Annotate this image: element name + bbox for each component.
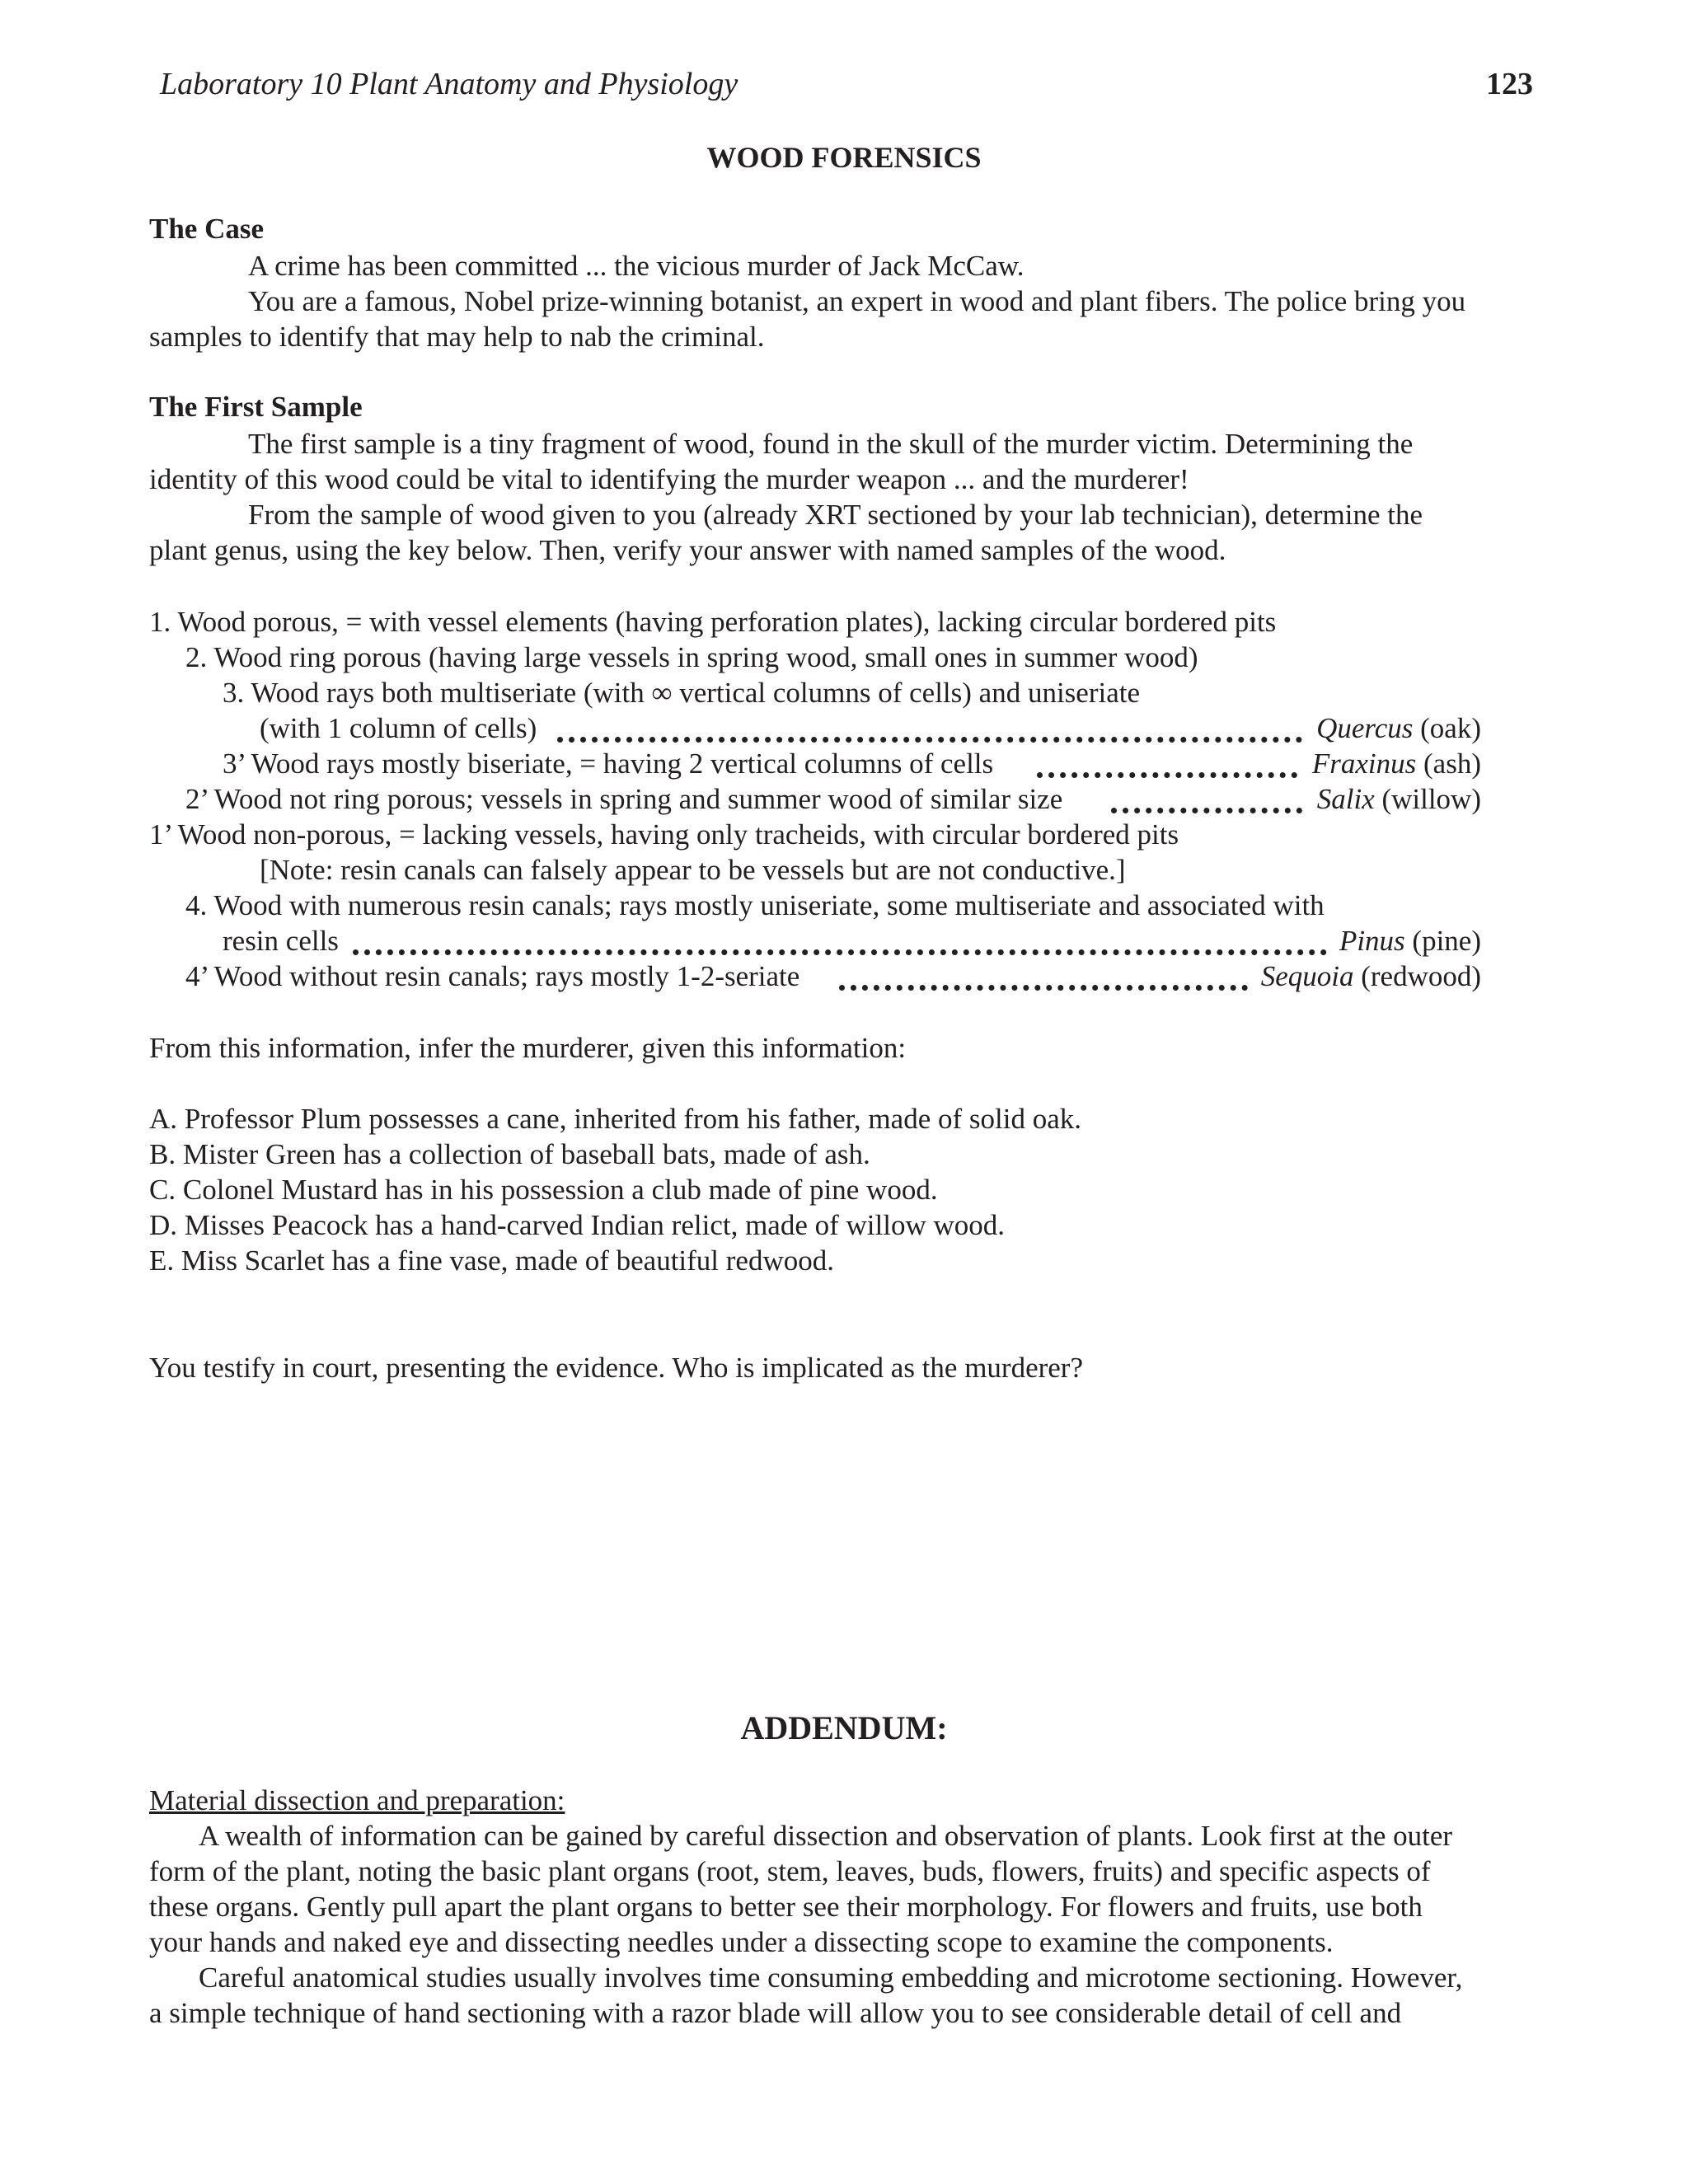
- first-sample-line-4: plant genus, using the key below. Then, verify your answer with named samples of the wood.: [149, 534, 1226, 566]
- key-line-9: 4. Wood with numerous resin canals; rays mostly uniseriate, some multiseriate and associated with: [185, 889, 1325, 921]
- genus-quercus: Quercus: [1316, 712, 1414, 744]
- running-head: Laboratory 10 Plant Anatomy and Physiology: [160, 67, 738, 101]
- genus-fraxinus: Fraxinus: [1311, 748, 1417, 780]
- leader-dots: [1037, 766, 1297, 778]
- genus-salix: Salix: [1316, 783, 1375, 815]
- common-name-willow: (willow): [1374, 783, 1481, 815]
- addendum-line-5: Careful anatomical studies usually involves time consuming embedding and microtome sectioning. However,: [199, 1961, 1463, 1994]
- key-line-10-text: resin cells: [223, 925, 339, 957]
- case-heading: The Case: [149, 213, 265, 245]
- common-name-pine: (pine): [1404, 925, 1481, 957]
- addendum-line-3: these organs. Gently pull apart the plant organs to better see their morphology. For flowers and fruits, use both: [149, 1891, 1423, 1923]
- key-line-4-text: (with 1 column of cells): [260, 712, 537, 744]
- page-title: WOOD FORENSICS: [706, 141, 982, 174]
- first-sample-line-2: identity of this wood could be vital to identifying the murder weapon ... and the murderer!: [149, 463, 1189, 495]
- key-line-10-result: [1339, 923, 1481, 958]
- suspect-item: A. Professor Plum possesses a cane, inherited from his father, made of solid oak.: [149, 1103, 1081, 1135]
- case-line-1: A crime has been committed ... the vicious murder of Jack McCaw.: [248, 250, 1025, 282]
- addendum-line-2: form of the plant, noting the basic plant organs (root, stem, leaves, buds, flowers, fruits) and specific aspects of: [149, 1855, 1431, 1887]
- leader-dots: [353, 943, 1327, 955]
- page-number: 123: [1486, 67, 1533, 101]
- key-line-11-text: 4’ Wood without resin canals; rays mostly 1-2-seriate: [185, 960, 800, 992]
- key-line-5-text: 3’ Wood rays mostly biseriate, = having 2 vertical columns of cells: [223, 748, 994, 780]
- common-name-ash: (ash): [1416, 748, 1481, 780]
- first-sample-line-1: The first sample is a tiny fragment of wood, found in the skull of the murder victim. Determining the: [248, 428, 1414, 460]
- key-line-11-result: [1261, 958, 1481, 994]
- key-line-3: 3. Wood rays both multiseriate (with ∞ vertical columns of cells) and uniseriate: [223, 677, 1141, 709]
- first-sample-heading: The First Sample: [149, 391, 363, 423]
- suspect-item: E. Miss Scarlet has a fine vase, made of beautiful redwood.: [149, 1244, 834, 1277]
- key-line-5-result: [1312, 746, 1481, 781]
- key-line-4-result: [1316, 710, 1481, 746]
- key-line-10: [0, 923, 1481, 958]
- key-line-4: [0, 710, 1481, 746]
- suspect-item: C. Colonel Mustard has in his possession a club made of pine wood.: [149, 1174, 938, 1206]
- genus-pinus: Pinus: [1339, 925, 1405, 957]
- key-line-11: [0, 958, 1481, 994]
- genus-sequoia: Sequoia: [1260, 960, 1354, 992]
- leader-dots: [557, 730, 1302, 743]
- key-line-6-result: [1317, 781, 1481, 817]
- key-line-6: [0, 781, 1481, 817]
- key-line-1: 1. Wood porous, = with vessel elements (having perforation plates), lacking circular bordered pits: [149, 606, 1277, 638]
- testify-question: You testify in court, presenting the evidence. Who is implicated as the murderer?: [149, 1352, 1083, 1384]
- key-line-8: [Note: resin canals can falsely appear to be vessels but are not conductive.]: [260, 854, 1126, 886]
- case-line-3: samples to identify that may help to nab the criminal.: [149, 321, 765, 353]
- suspect-item: B. Mister Green has a collection of baseball bats, made of ash.: [149, 1138, 870, 1170]
- common-name-redwood: (redwood): [1353, 960, 1481, 992]
- addendum-line-1: A wealth of information can be gained by careful dissection and observation of plants. Look first at the outer: [199, 1820, 1453, 1852]
- key-line-6-text: 2’ Wood not ring porous; vessels in spring and summer wood of similar size: [185, 783, 1063, 815]
- leader-dots: [1111, 801, 1302, 813]
- common-name-oak: (oak): [1413, 712, 1481, 744]
- key-line-5: [0, 746, 1481, 781]
- addendum-heading: ADDENDUM:: [740, 1709, 948, 1746]
- first-sample-line-3: From the sample of wood given to you (already XRT sectioned by your lab technician), determine the: [248, 499, 1423, 531]
- infer-instruction: From this information, infer the murderer, given this information:: [149, 1032, 907, 1064]
- key-line-2: 2. Wood ring porous (having large vessels in spring wood, small ones in summer wood): [185, 641, 1198, 673]
- addendum-line-6: a simple technique of hand sectioning with a razor blade will allow you to see considerable detail of cell and: [149, 1997, 1402, 2029]
- addendum-subheading: Material dissection and preparation:: [149, 1784, 565, 1816]
- leader-dots: [839, 978, 1248, 991]
- addendum-line-4: your hands and naked eye and dissecting needles under a dissecting scope to examine the components.: [149, 1926, 1334, 1958]
- case-line-2: You are a famous, Nobel prize-winning botanist, an expert in wood and plant fibers. The police bring you: [248, 285, 1466, 317]
- key-line-7: 1’ Wood non-porous, = lacking vessels, having only tracheids, with circular bordered pits: [149, 818, 1179, 851]
- suspect-item: D. Misses Peacock has a hand-carved Indian relict, made of willow wood.: [149, 1209, 1006, 1241]
